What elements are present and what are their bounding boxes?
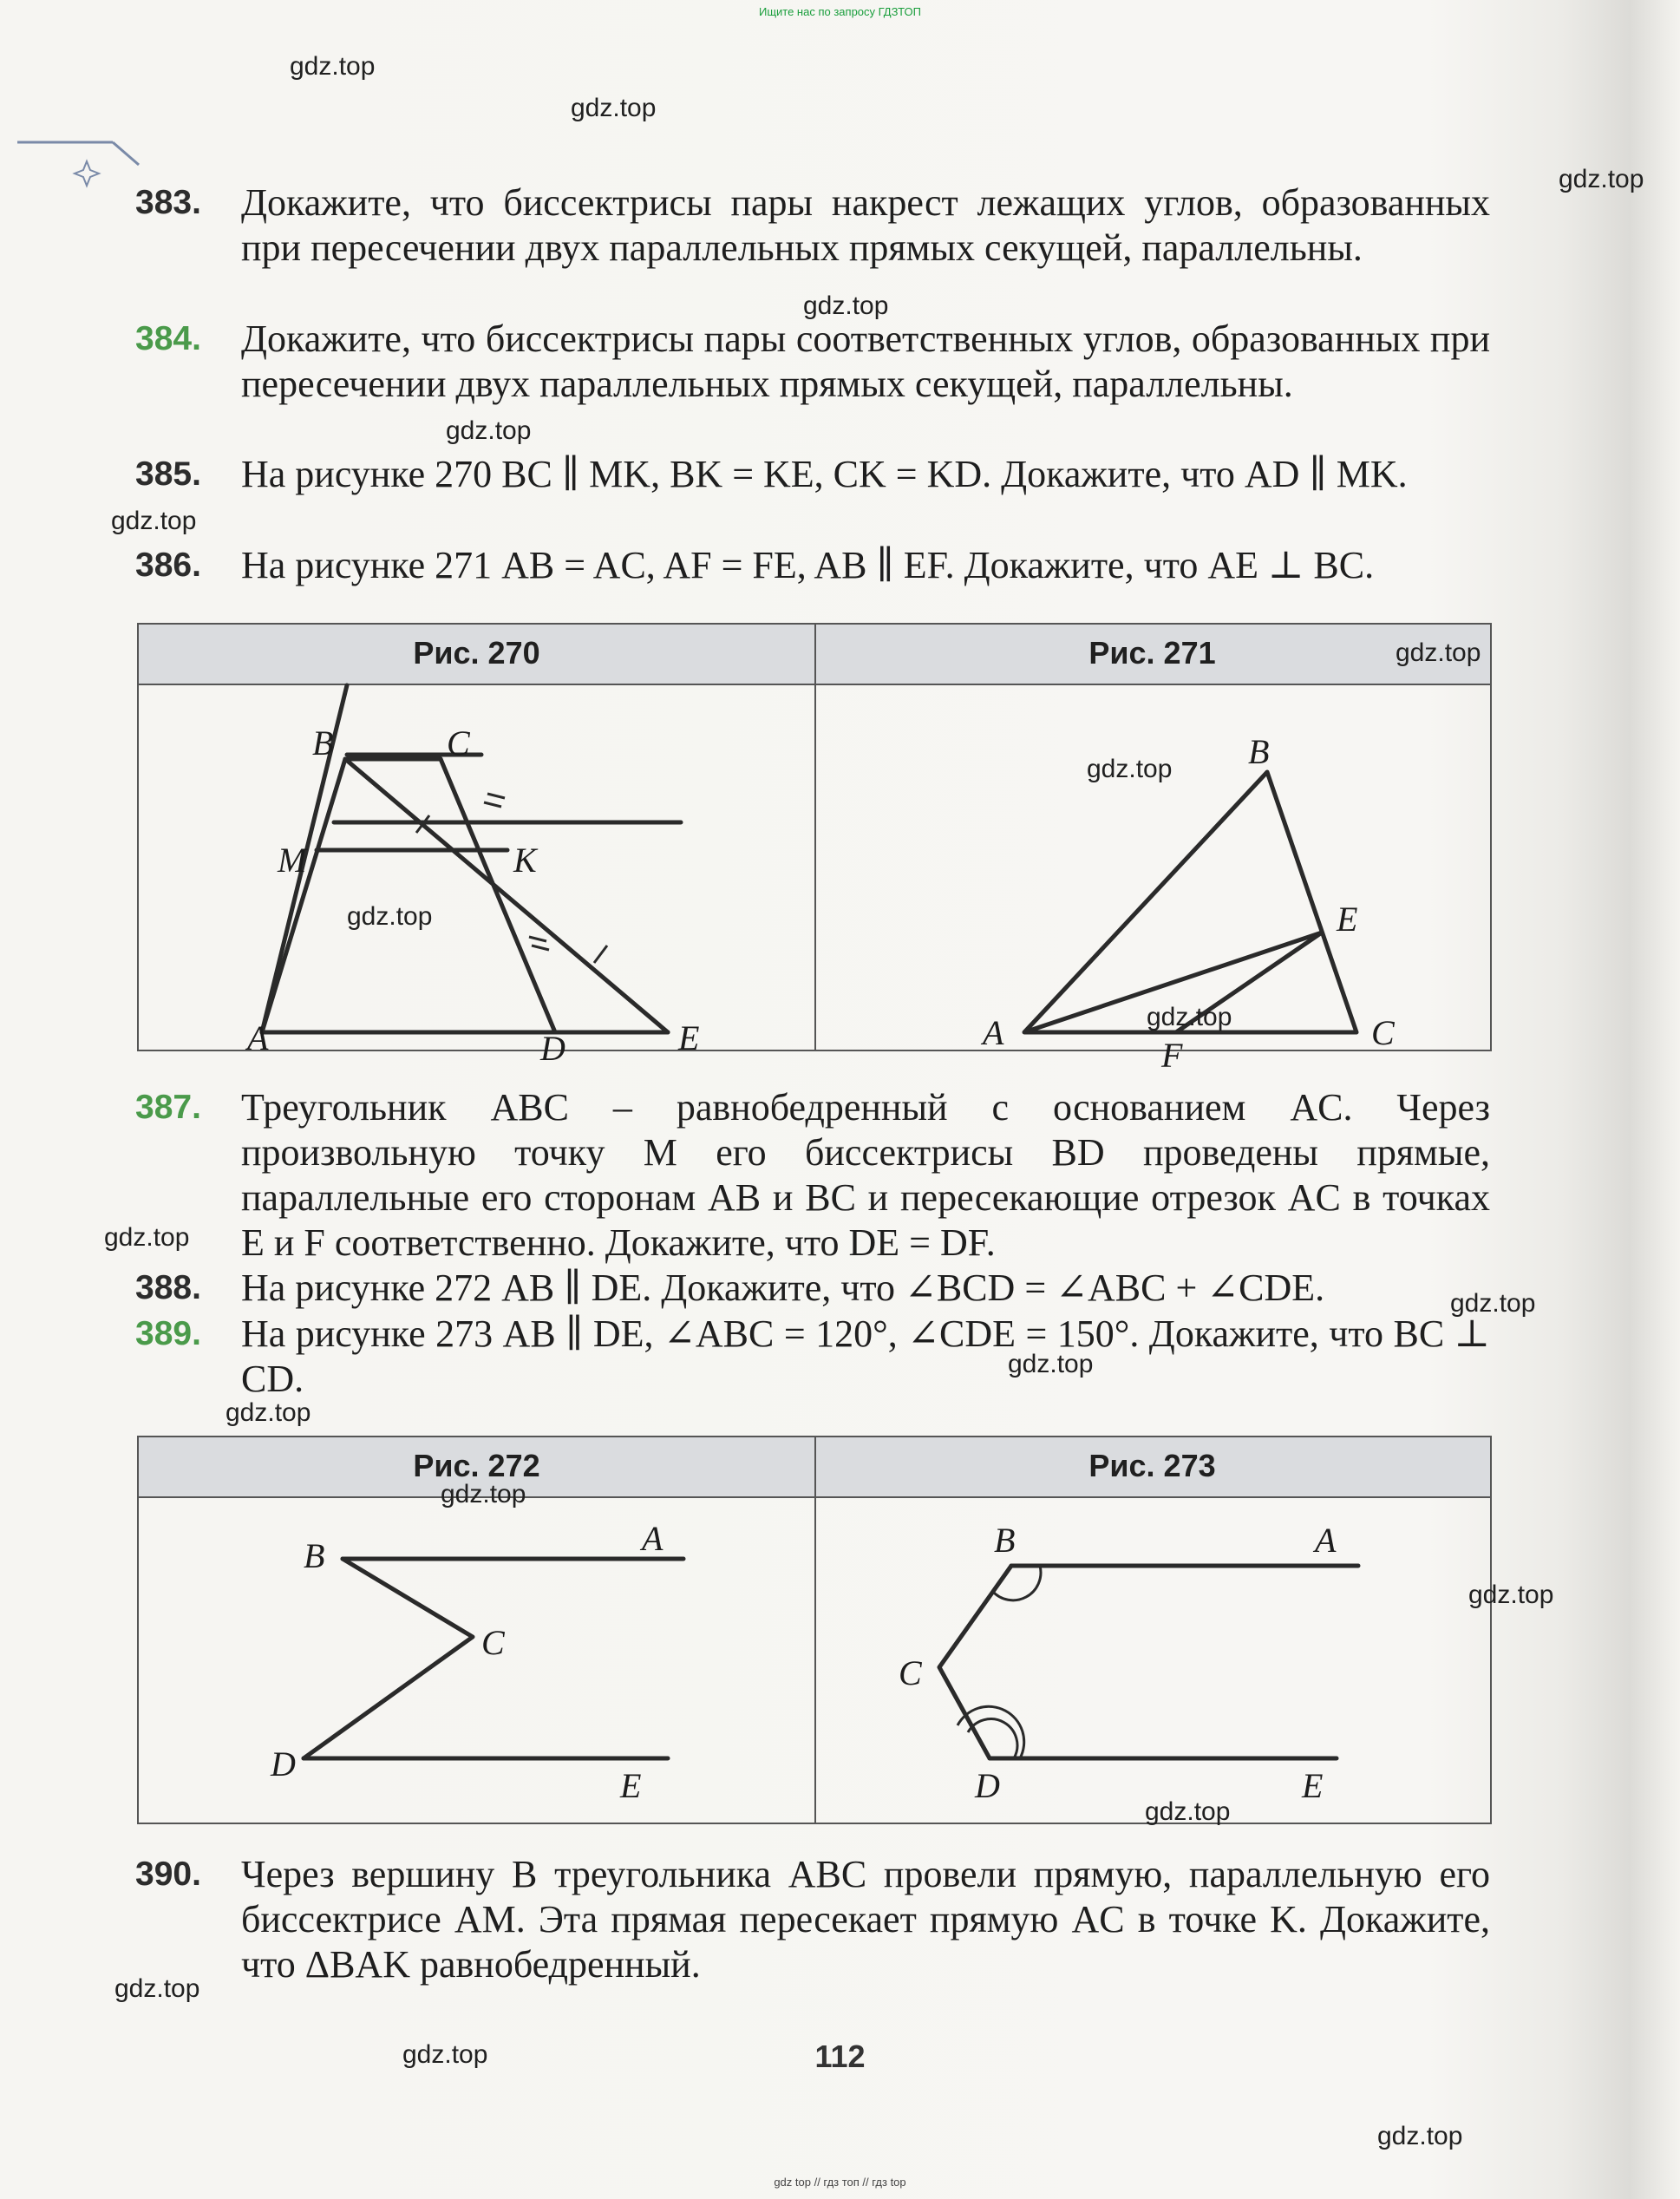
problem-number: 389. xyxy=(135,1315,201,1352)
point-label-A: A xyxy=(247,1018,269,1057)
figure-270-drawing xyxy=(139,685,814,1068)
problem-text: На рисунке 271 AB = AC, AF = FE, AB ∥ EF. Докажите, что AE ⊥ BC. xyxy=(241,544,1375,586)
watermark: gdz.top xyxy=(446,416,532,445)
watermark: gdz.top xyxy=(114,1974,200,2003)
point-label-A: A xyxy=(983,1013,1004,1052)
problem-388 xyxy=(137,1266,1490,1311)
problem-number: 385. xyxy=(135,455,201,493)
watermark: gdz.top xyxy=(1087,755,1173,783)
point-label-A: A xyxy=(1315,1521,1337,1560)
watermark: gdz.top xyxy=(290,52,376,81)
problem-text: Через вершину B треугольника ABC провели прямую, параллельную его биссектрисе AM. Эта прямая пересекает прямую AC в точке K. Докажите, что ΔBAK равнобедренный. xyxy=(241,1853,1490,1986)
watermark: gdz.top xyxy=(1145,1797,1231,1826)
figure-label-271: Рис. 271 xyxy=(1088,635,1216,671)
watermark: gdz.top xyxy=(803,291,889,320)
page-number: 112 xyxy=(814,2039,866,2074)
problem-383 xyxy=(137,180,1490,271)
problem-384 xyxy=(137,317,1490,407)
point-label-C: C xyxy=(447,723,470,762)
point-label-C: C xyxy=(481,1623,505,1662)
watermark: gdz.top xyxy=(1396,638,1481,667)
problem-number: 383. xyxy=(135,184,201,221)
figure-label-273: Рис. 273 xyxy=(1088,1448,1216,1483)
watermark: gdz.top xyxy=(402,2040,488,2069)
watermark: gdz.top xyxy=(111,507,197,535)
watermark: gdz.top xyxy=(226,1398,311,1427)
point-label-E: E xyxy=(1302,1766,1324,1805)
figure-label-270: Рис. 270 xyxy=(413,635,540,671)
watermark: gdz.top xyxy=(1450,1289,1536,1318)
figure-272-drawing xyxy=(139,1498,814,1821)
point-label-D: D xyxy=(975,1766,1000,1805)
top-banner[interactable]: Ищите нас по запросу ГДЗТОП xyxy=(758,5,921,18)
problem-number: 386. xyxy=(135,546,201,584)
problem-text: Треугольник ABC – равнобедренный с основанием AC. Через произвольную точку M его биссектрисы BD проведены прямые, параллельные его сторонам AB и BC и пересекающие отрезок AC в точках E и F соответственно. Докажите, что DE = DF. xyxy=(241,1086,1490,1264)
point-label-D: D xyxy=(271,1744,296,1783)
problem-text: Докажите, что биссектрисы пары накрест лежащих углов, образованных при пересечении двух параллельных прямых секущей, параллельны. xyxy=(241,181,1490,269)
point-label-B: B xyxy=(304,1536,325,1575)
point-label-B: B xyxy=(1248,732,1270,771)
header-ornament-icon xyxy=(17,139,139,191)
watermark: gdz.top xyxy=(1468,1581,1554,1609)
point-label-E: E xyxy=(620,1766,642,1805)
problem-385 xyxy=(137,452,1490,497)
watermark: gdz.top xyxy=(1559,165,1644,193)
problem-text: Докажите, что биссектрисы пары соответственных углов, образованных при пересечении двух параллельных прямых секущей, параллельны. xyxy=(241,317,1490,405)
watermark: gdz.top xyxy=(571,94,657,122)
point-label-M: M xyxy=(278,841,307,880)
point-label-F: F xyxy=(1161,1036,1183,1075)
point-label-E: E xyxy=(678,1018,700,1057)
point-label-C: C xyxy=(1371,1013,1395,1052)
problem-text: На рисунке 272 AB ∥ DE. Докажите, что ∠BCD = ∠ABC + ∠CDE. xyxy=(241,1266,1325,1309)
problem-386 xyxy=(137,543,1490,588)
watermark: gdz.top xyxy=(347,902,433,931)
problem-387 xyxy=(137,1085,1490,1266)
problem-389 xyxy=(137,1312,1490,1402)
problem-text: На рисунке 273 AB ∥ DE, ∠ABC = 120°, ∠CDE = 150°. Докажите, что BC ⊥ CD. xyxy=(241,1312,1490,1400)
figure-label-272: Рис. 272 xyxy=(413,1448,540,1483)
watermark: gdz.top xyxy=(1008,1350,1094,1378)
watermark: gdz.top xyxy=(1377,2122,1463,2150)
figure-table-272-273 xyxy=(137,1436,1492,1824)
figure-273-drawing xyxy=(816,1498,1490,1821)
point-label-B: B xyxy=(994,1521,1016,1560)
figure-271-drawing xyxy=(816,685,1490,1075)
point-label-C: C xyxy=(899,1653,922,1692)
watermark: gdz.top xyxy=(104,1223,190,1252)
point-label-B: B xyxy=(312,723,334,762)
problem-number: 390. xyxy=(135,1855,201,1893)
problem-390 xyxy=(137,1852,1490,1987)
problem-number: 388. xyxy=(135,1269,201,1306)
point-label-E: E xyxy=(1337,900,1358,939)
point-label-A: A xyxy=(642,1519,664,1558)
point-label-D: D xyxy=(540,1029,565,1068)
watermark: gdz.top xyxy=(1147,1003,1232,1031)
figure-table-270-271 xyxy=(137,623,1492,1075)
problem-number: 387. xyxy=(135,1089,201,1126)
watermark: gdz.top xyxy=(441,1480,526,1509)
point-label-K: K xyxy=(513,841,537,880)
bottom-banner[interactable]: gdz top // гдз топ // гдз top xyxy=(774,2176,906,2189)
problem-number: 384. xyxy=(135,320,201,357)
problem-text: На рисунке 270 BC ∥ MK, BK = KE, CK = KD. Докажите, что AD ∥ MK. xyxy=(241,453,1408,495)
